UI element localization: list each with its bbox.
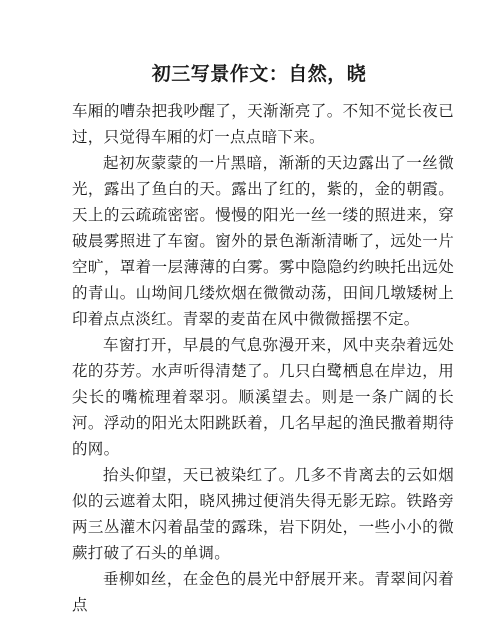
paragraph-4: 抬头仰望，天已被染红了。几多不肯离去的云如烟似的云遮着太阳，晓风拂过便消失得无影无踪。铁路旁两三丛灌木闪着晶莹的露珠，岩下阴处，一些小小的微蕨打破了石头的单调。	[72, 466, 454, 562]
paragraph-1: 车厢的嘈杂把我吵醒了，天渐渐亮了。不知不觉长夜已过，只觉得车厢的灯一点点暗下来。	[72, 102, 454, 146]
paragraph-3: 车窗打开，早晨的气息弥漫开来，风中夹杂着远处花的芬芳。水声听得清楚了。几只白鹭栖息在岸边，用尖长的嘴梳理着翠羽。顺溪望去。则是一条广阔的长河。浮动的阳光太阳跳跃着，几名早起的渔民撒着期待的网。	[72, 336, 454, 458]
document-title: 初三写景作文：自然，晓	[151, 63, 367, 85]
paragraph-5: 垂柳如丝，在金色的晨光中舒展开来。青翠间闪着点	[72, 570, 454, 614]
paragraph-2: 起初灰蒙蒙的一片黑暗，渐渐的天边露出了一丝微光，露出了鱼白的天。露出了红的，紫的，金的朝霞。天上的云疏疏密密。慢慢的阳光一丝一缕的照进来，穿破晨雾照进了车窗。窗外的景色渐渐清晰了，远处一片空旷，罩着一层薄薄的白雾。雾中隐隐约约映托出远处的青山。山坳间几缕炊烟在微微动荡，田间几墩矮树上印着点点淡红。青翠的麦苗在风中微微摇摆不定。	[72, 154, 454, 328]
